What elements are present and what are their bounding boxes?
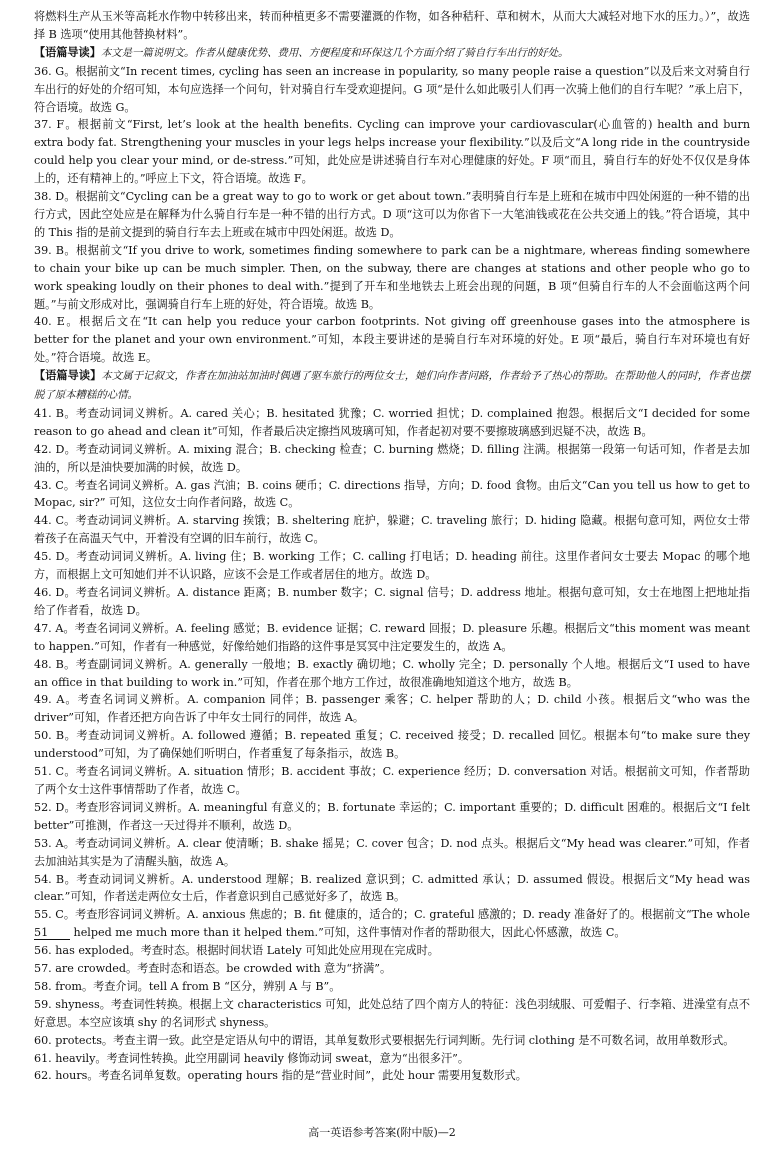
- answer-text: 38. D。根据前文“Cycling can be a great way to go to work or get about town.”表明骑自行车是上班和在城市中四处闲逛的一种不错的出行方式，因此空处应是在解释为什么骑自行车是一种不错的出行方式。D 项“这可以为你省下一大笔油钱或花在公共交通上的钱。”符合语境，其中的 This 指的是前文提到的骑自行车去上班或在城市中四处闲逛。故选 D。: [34, 190, 750, 239]
- answer-item: [34, 512, 750, 548]
- answer-item: [34, 691, 750, 727]
- answer-item: [34, 942, 750, 960]
- answer-item: [34, 477, 750, 513]
- answer-text: 44. C。考查动词词义辨析。A. starving 挨饿；B. sheltering 庇护，躲避；C. traveling 旅行；D. hiding 隐藏。根据句意可知，两位女士带着孩子在高温天气中，开着没有空调的旧车前行，故选 C。: [34, 514, 750, 546]
- passage-guide: [34, 44, 750, 63]
- answer-item: [34, 996, 750, 1032]
- answer-text: 40. E。根据后文在“It can help you reduce your carbon footprints. Not giving off greenhouse gases into the atmosphere is better for the planet and your own environment.”可知，本段主要讲述的是骑自行车对环境的好处。E 项“最后，骑自行车对环境也有好处。”符合语境。故选 E。: [34, 315, 750, 365]
- answer-text: 47. A。考查名词词义辨析。A. feeling 感觉；B. evidence 证据；C. reward 回报；D. pleasure 乐趣。根据后文“this moment was meant to happen.”可知，作者有一种感觉，好像给她们指路的这件事是冥冥中注定要发生的，故选 A。: [34, 621, 750, 653]
- answer-text: 60. protects。考查主谓一致。此空是定语从句中的谓语，其单复数形式要根据先行词判断。先行词 clothing 是不可数名词，故用单数形式。: [34, 1033, 735, 1047]
- answer-text: 55. C。考查形容词词义辨析。A. anxious 焦虑的；B. fit 健康的，适合的；C. grateful 感激的；D. ready 准备好了的。根据前文: [34, 908, 686, 922]
- answer-text: 61. heavily。考查词性转换。此空用副词 heavily 修饰动词 sweat，意为“出很多汗”。: [34, 1051, 470, 1065]
- answer-item: [34, 116, 750, 188]
- page-footer: 高一英语参考答案(附中版)—2: [308, 1126, 456, 1139]
- answer-item: [34, 978, 750, 996]
- answer-item: [34, 763, 750, 799]
- answer-text: 36. G。根据前文“In recent times, cycling has seen an increase in popularity, so many people raise a question”以及后来文对骑自行车出行的好处的介绍可知，本句应选择一个问句，针对骑自行车受欢迎提问。G 项“是什么如此吸引人们再一次骑上他们的自行车呢？”承上启下，符合语境。故选 G。: [34, 64, 750, 114]
- guide-text: 本文属于记叙文，作者在加油站加油时偶遇了驱车旅行的两位女士，她们向作者问路，作者给予了热心的帮助。在帮助他人的同时，作者也摆脱了原本糟糕的心情。: [34, 370, 751, 402]
- answer-item: [34, 584, 750, 620]
- answer-item: [34, 548, 750, 584]
- answer-text: 48. B。考查副词词义辨析。A. generally 一般地；B. exactly 确切地；C. wholly 完全；D. personally 个人地。根据后文“I used to have an office in that building to work in.”可知，作者在那个地方工作过，故很准确地知道这个地方，故选 B。: [34, 657, 750, 689]
- answer-text: 59. shyness。考查词性转换。根据上文 characteristics 可知，此处总结了四个南方人的特征：浅色羽绒服、可爱帽子、行李箱、进澡堂有点不好意思。本空应该填 shy 的名词形式 shyness。: [34, 997, 750, 1029]
- answer-text: 58. from。考查介词。tell A from B “区分，辨别 A 与 B”。: [34, 979, 341, 993]
- answer-item: [34, 1032, 750, 1050]
- answer-text: 42. D。考查动词词义辨析。A. mixing 混合；B. checking 检查；C. burning 燃烧；D. filling 注满。根据第一段第一句话可知，作者是去加油的，所以是油快要加满的时候，故选 D。: [34, 442, 750, 474]
- answer-item: [34, 727, 750, 763]
- answer-item: [34, 313, 750, 367]
- guide-text: 本文是一篇说明文。作者从健康优势、费用、方便程度和环保这几个方面介绍了骑自行车出行的好处。: [100, 46, 569, 59]
- answer-item: [34, 188, 750, 242]
- answer-text: 56. has exploded。考查时态。根据时间状语 Lately 可知此处应用现在完成时。: [34, 944, 439, 958]
- answer-text: 62. hours。考查名词单复数。operating hours 指的是“营业时间”，此处 hour 需要用复数形式。: [34, 1069, 527, 1083]
- answer-item: [34, 871, 750, 907]
- answer-text: 41. B。考查动词词义辨析。A. cared 关心；B. hesitated 犹豫；C. worried 担忧；D. complained 抱怨。根据后文“I decided for some reason to go ahead and clean it”可知，作者最后决定擦挡风玻璃可知，作者起初对要不要擦玻璃感到迟疑不决，故选 B。: [34, 406, 750, 438]
- answer-text: 将燃料生产从玉米等高耗水作物中转移出来，转而种植更多不需要灌溉的作物，如各种秸秆、草和树木，从而大大减轻对地下水的压力。）”，故选择 B 选项“使用其他替换材料”。: [34, 10, 750, 41]
- answer-item: [34, 242, 750, 314]
- guide-title: 【语篇导读】: [34, 45, 101, 59]
- blank-number: 51: [34, 926, 70, 940]
- answer-text: 39. B。根据前文“If you drive to work, sometimes finding somewhere to park can be a nightmare, whereas finding somewhere to chain your bike up can be much simpler. Then, on the subway, there are changes at stations and other people who go to work speaking loudly on their phones to deal with.”提到了开车和坐地铁去上班会出现的问题，B 项“但骑自行车的人不会面临这两个问题。”与前文形成对比，强调骑自行车上班的好处，符合语境。故选 B。: [34, 243, 750, 311]
- answer-text: 45. D。考查动词词义辨析。A. living 住；B. working 工作；C. calling 打电话；D. heading 前往。这里作者问女士要去 Mopac 的哪个地方，而根据上文可知她们并不认识路，应该不会是工作或者居住的地方。故选 D。: [34, 550, 750, 582]
- answer-text: 49. A。考查名词词义辨析。A. companion 同伴；B. passenger 乘客；C. helper 帮助的人；D. child 小孩。根据后文“who was the driver”可知，作者还把方向告诉了中年女士同行的同伴，故选 A。: [34, 693, 750, 725]
- answer-item: [34, 799, 750, 835]
- answer-item: [34, 8, 750, 44]
- answer-item: [34, 1067, 750, 1085]
- answer-text-cont: helped me much more than it helped them.”可知，这件事情对作者的帮助很大，因此心怀感激，故选 C。: [70, 926, 626, 940]
- answer-text: 51. C。考查名词词义辨析。A. situation 情形；B. accident 事故；C. experience 经历；D. conversation 对话。根据前文可知，作者帮助了两个女士这件事情帮助了作者，故选 C。: [34, 765, 750, 796]
- answer-item: [34, 63, 750, 117]
- answer-text: 53. A。考查动词词义辨析。A. clear 使清晰；B. shake 摇晃；C. cover 包含；D. nod 点头。根据后文“My head was clearer.”可知，作者去加油站其实是为了清醒头脑，故选 A。: [34, 836, 750, 868]
- answer-item: [34, 1050, 750, 1068]
- passage-guide: [34, 367, 750, 405]
- answer-text: 37. F。根据前文“First, let’s look at the health benefits. Cycling can improve your cardiovascular(心血管的) health and burn extra body fat. Strengthening your muscles in your legs helps increase your flexibility.”以及后文“A long ride in the countryside could help you clear your mind, or de-stress.”可知，此处应是讲述骑自行车对心理健康的好处。F 项“而且，骑自行车的好处不仅仅是身体上的，还有精神上的。”呼应上下文，符合语境。故选 F。: [34, 118, 750, 186]
- answer-item: [34, 835, 750, 871]
- answer-item: [34, 405, 750, 441]
- answer-item: [34, 656, 750, 692]
- answer-item: [34, 620, 750, 656]
- answer-content: [34, 8, 750, 1085]
- answer-text: 57. are crowded。考查时态和语态。be crowded with 意为“挤满”。: [34, 962, 392, 976]
- answer-text: 46. D。考查名词词义辨析。A. distance 距离；B. number 数字；C. signal 信号；D. address 地址。根据句意可知，女士在地图上把地址指给了作者看，故选 D。: [34, 586, 750, 617]
- answer-item: [34, 906, 750, 942]
- answer-text: 50. B。考查动词词义辨析。A. followed 遵循；B. repeated 重复；C. received 接受；D. recalled 回忆。根据本句“to make sure they understood”可知，为了确保她们听明白，作者重复了每条指示，故选 B。: [34, 729, 750, 761]
- answer-text: 43. C。考查名词词义辨析。A. gas 汽油；B. coins 硬币；C. directions 指导，方向；D. food 食物。由后文“Can you tell us how to get to Mopac, sir?” 可知，这位女士向作者问路，故选 C。: [34, 478, 750, 510]
- answer-text: 52. D。考查形容词词义辨析。A. meaningful 有意义的；B. fortunate 幸运的；C. important 重要的；D. difficult 困难的。根据后文“I felt better”可推测，作者这一天过得并不顺利，故选 D。: [34, 800, 750, 832]
- quote-start: “The whole: [685, 908, 751, 922]
- answer-item: [34, 441, 750, 477]
- answer-text: 54. B。考查动词词义辨析。A. understood 理解；B. realized 意识到；C. admitted 承认；D. assumed 假设。根据后文“My head was clear.”可知，作者送走两位女士后，作者意识到自己感觉好多了，故选 B。: [34, 872, 750, 904]
- guide-title: 【语篇导读】: [34, 369, 102, 383]
- answer-item: [34, 960, 750, 978]
